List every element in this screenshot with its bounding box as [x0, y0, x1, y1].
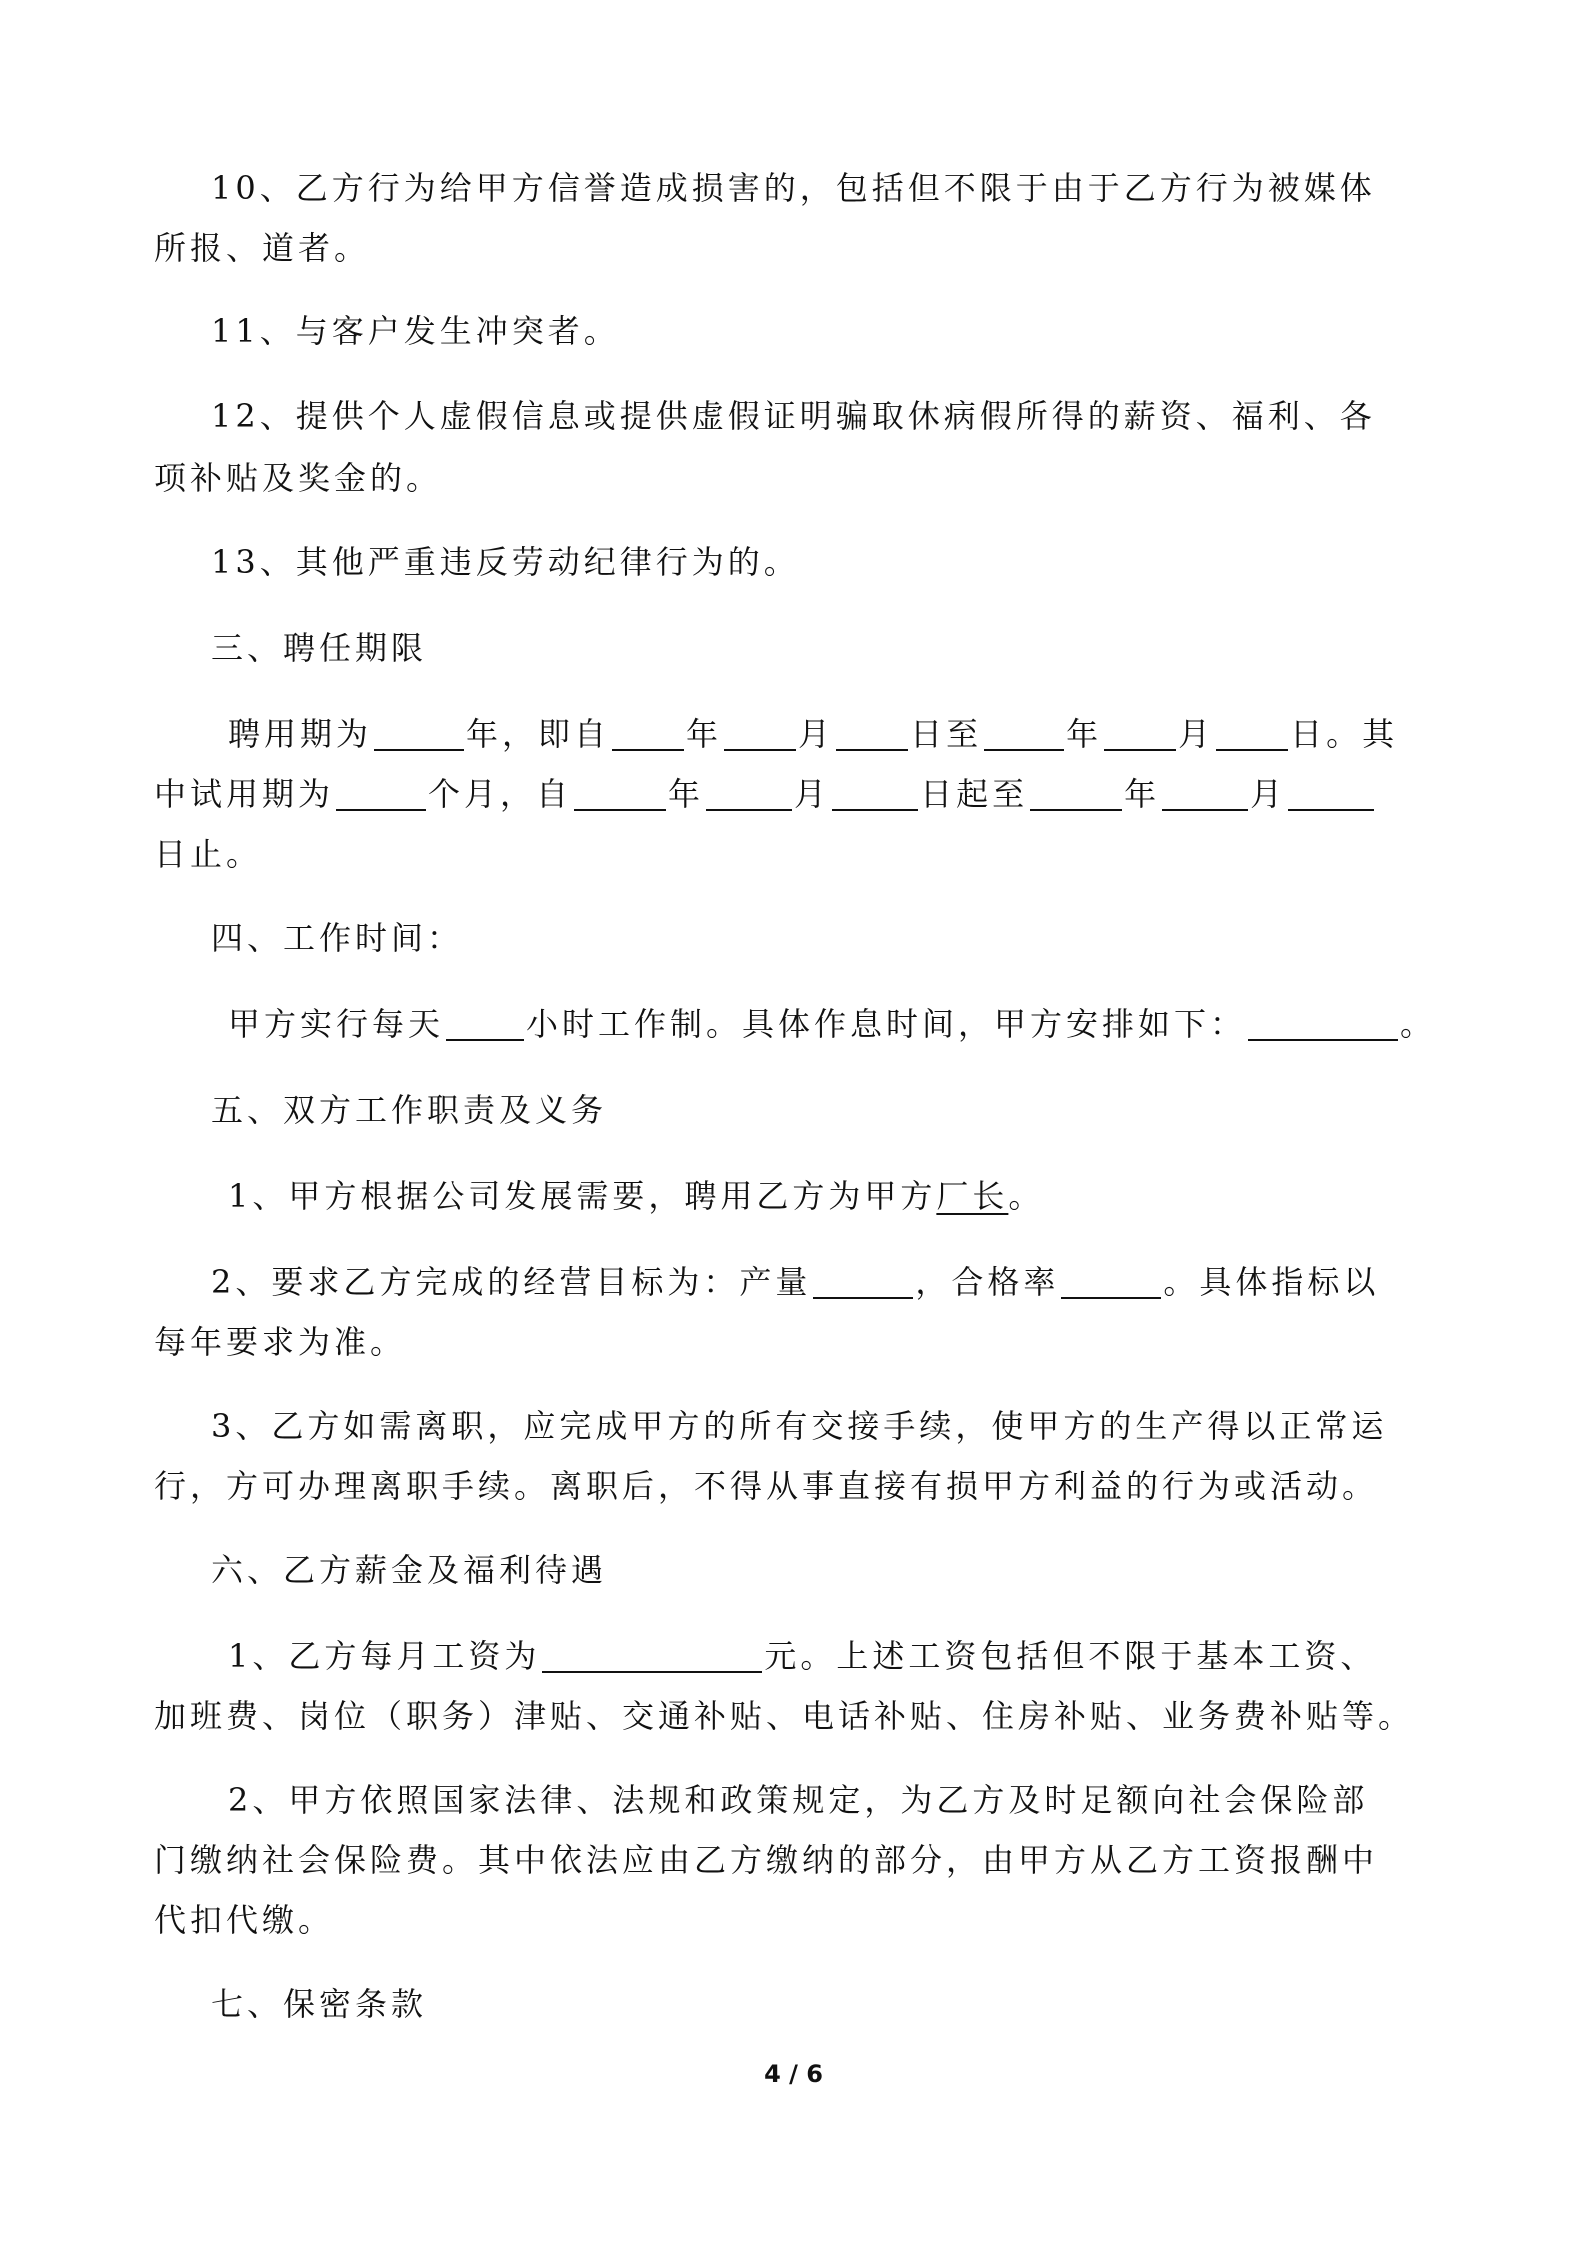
blank-end-day[interactable] — [1216, 719, 1288, 751]
duty-item-2-line-1: 2、要求乙方完成的经营目标为：产量 ，合格率 。具体指标以 — [211, 1263, 1380, 1301]
salary-item-2-line-2: 门缴纳社会保险费。其中依法应由乙方缴纳的部分，由甲方从乙方工资报酬中 — [154, 1841, 1379, 1879]
section-3-heading: 三、聘任期限 — [211, 629, 428, 667]
blank-probation-end-day[interactable] — [1288, 779, 1374, 811]
section-4-heading: 四、工作时间： — [211, 919, 464, 957]
blank-daily-hours[interactable] — [446, 1009, 524, 1041]
duty-item-2-line-2: 每年要求为准。 — [154, 1323, 407, 1361]
work-hours-line: 甲方实行每天 小时工作制。具体作息时间，甲方安排如下： 。 — [228, 1005, 1437, 1043]
blank-end-month[interactable] — [1104, 719, 1176, 751]
blank-pass-rate[interactable] — [1061, 1267, 1161, 1299]
blank-start-day[interactable] — [836, 719, 908, 751]
blank-probation-start-month[interactable] — [706, 779, 792, 811]
duty-item-3-line-1: 3、乙方如需离职，应完成甲方的所有交接手续，使甲方的生产得以正常运 — [211, 1407, 1388, 1445]
position-title: 厂长 — [936, 1177, 1009, 1215]
clause-12-line-1: 12、提供个人虚假信息或提供虚假证明骗取休病假所得的薪资、福利、各 — [211, 397, 1376, 435]
blank-monthly-salary[interactable] — [542, 1641, 762, 1673]
term-line-3: 日止。 — [154, 835, 263, 873]
blank-probation-end-year[interactable] — [1030, 779, 1122, 811]
clause-10-line-1: 10、乙方行为给甲方信誉造成损害的，包括但不限于由于乙方行为被媒体 — [211, 169, 1376, 207]
clause-10-line-2: 所报、道者。 — [154, 229, 371, 267]
clause-12-line-2: 项补贴及奖金的。 — [154, 459, 443, 497]
term-line-2: 中试用期为 个月，自 年 月 日起至 年 月 — [154, 772, 1376, 816]
duty-item-3-line-2: 行，方可办理离职手续。离职后，不得从事直接有损甲方利益的行为或活动。 — [154, 1467, 1379, 1505]
page-number: 4 / 6 — [764, 2060, 823, 2088]
section-7-heading: 七、保密条款 — [211, 1985, 428, 2023]
blank-probation-start-day[interactable] — [832, 779, 918, 811]
section-6-heading: 六、乙方薪金及福利待遇 — [211, 1551, 608, 1589]
clause-11: 11、与客户发生冲突者。 — [211, 312, 620, 350]
salary-item-2-line-1: 2、甲方依照国家法律、法规和政策规定，为乙方及时足额向社会保险部 — [228, 1781, 1369, 1819]
salary-item-1-line-2: 加班费、岗位（职务）津贴、交通补贴、电话补贴、住房补贴、业务费补贴等。 — [154, 1697, 1415, 1735]
salary-item-1-line-1: 1、乙方每月工资为 元。上述工资包括但不限于基本工资、 — [228, 1637, 1377, 1675]
section-5-heading: 五、双方工作职责及义务 — [211, 1091, 608, 1129]
clause-13: 13、其他严重违反劳动纪律行为的。 — [211, 543, 800, 581]
blank-start-month[interactable] — [724, 719, 796, 751]
blank-years[interactable] — [374, 719, 464, 751]
blank-probation-start-year[interactable] — [574, 779, 666, 811]
term-line-1: 聘用期为 年，即自 年 月 日至 年 月 日。其 — [228, 715, 1399, 753]
blank-probation-end-month[interactable] — [1162, 779, 1248, 811]
duty-item-1: 1、甲方根据公司发展需要，聘用乙方为甲方厂长。 — [228, 1177, 1045, 1215]
blank-start-year[interactable] — [612, 719, 684, 751]
blank-end-year[interactable] — [984, 719, 1064, 751]
blank-schedule[interactable] — [1248, 1009, 1398, 1041]
blank-probation-months[interactable] — [336, 779, 426, 811]
salary-item-2-line-3: 代扣代缴。 — [154, 1901, 335, 1939]
blank-output[interactable] — [813, 1267, 913, 1299]
